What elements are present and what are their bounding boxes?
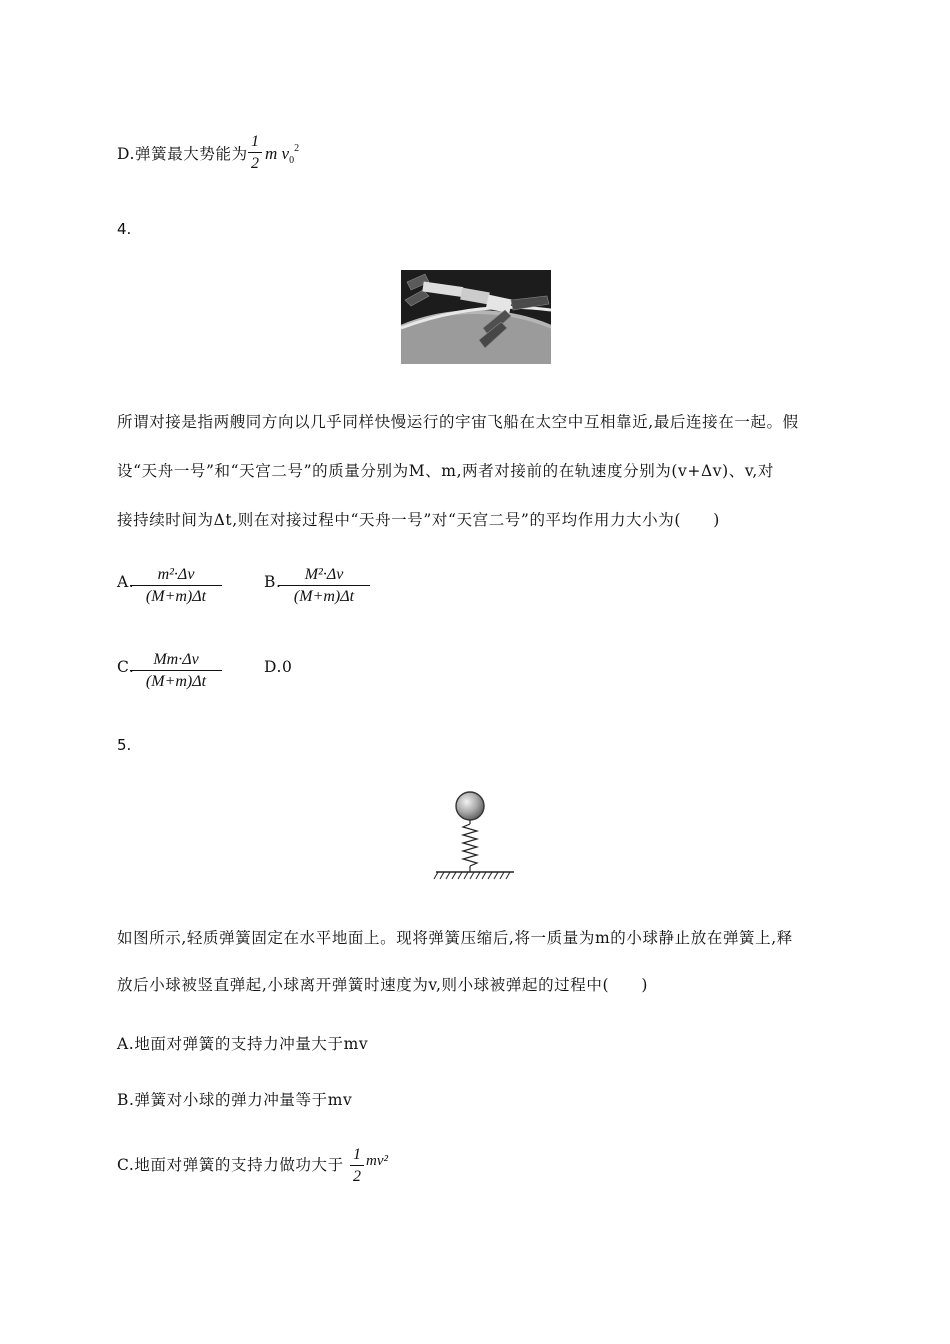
velocity-subscript: 0: [289, 155, 295, 166]
space-station-photo: [401, 270, 551, 364]
fraction-denominator: (M+m)Δt: [145, 588, 207, 605]
fraction-bar: [248, 152, 262, 153]
q5-option-b: B.弹簧对小球的弹力冲量等于mv: [117, 1091, 353, 1109]
q4-option-b-label: B.: [264, 573, 282, 591]
fraction-denominator: (M+m)Δt: [293, 588, 355, 605]
mass-symbol: m: [265, 144, 278, 163]
question-4-text-line-3: 接持续时间为Δt,则在对接过程中“天舟一号”对“天宫二号”的平均作用力大小为( ): [117, 511, 720, 529]
q5-option-c-prefix: C.地面对弹簧的支持力做功大于: [117, 1156, 344, 1174]
fraction-denominator: (M+m)Δt: [145, 673, 207, 690]
q4-option-d: D.0: [264, 658, 293, 676]
fraction-numerator: Mm·Δv: [153, 651, 199, 668]
q5-option-a: A.地面对弹簧的支持力冲量大于mv: [117, 1035, 369, 1053]
question-5-number: 5.: [117, 736, 132, 754]
fraction-numerator: m²·Δv: [157, 566, 195, 583]
fraction-bar: [130, 670, 222, 671]
spring-ball-diagram: [430, 784, 520, 884]
q4-option-a-label: A.: [117, 573, 135, 591]
q3-option-d-expr: [265, 143, 299, 166]
fraction-denominator: 2: [353, 1168, 361, 1185]
question-5-text-line-2: 放后小球被竖直弹起,小球离开弹簧时速度为v,则小球被弹起的过程中( ): [117, 976, 648, 994]
fraction-numerator: M²·Δv: [304, 566, 344, 583]
fraction-denominator: 2: [251, 155, 259, 172]
q5-option-c-suffix: mv²: [366, 1153, 388, 1169]
fraction-bar: [130, 585, 222, 586]
q3-option-d-prefix: D.弹簧最大势能为: [117, 145, 248, 163]
question-4-number: 4.: [117, 220, 132, 238]
fraction-numerator: 1: [353, 1146, 361, 1163]
question-4-text-line-2: 设“天舟一号”和“天宫二号”的质量分别为M、m,两者对接前的在轨速度分别为(v+Δv)、v,对: [117, 462, 775, 480]
q4-option-a-fraction: [130, 565, 222, 606]
q5-option-c-fraction: [350, 1145, 364, 1186]
question-5-text-line-1: 如图所示,轻质弹簧固定在水平地面上。现将弹簧压缩后,将一质量为m的小球静止放在弹簧上,释: [117, 929, 793, 947]
fraction-bar: [350, 1165, 364, 1166]
velocity-superscript: 2: [294, 143, 300, 154]
q3-option-d-fraction: [248, 132, 262, 173]
fraction-numerator: 1: [251, 133, 259, 150]
q3-option-d: [117, 142, 248, 164]
fraction-bar: [278, 585, 370, 586]
velocity-symbol: v: [281, 144, 290, 163]
q4-option-b-fraction: [278, 565, 370, 606]
question-4-text-line-1: 所谓对接是指两艘同方向以几乎同样快慢运行的宇宙飞船在太空中互相靠近,最后连接在一起。假: [117, 413, 799, 431]
q4-option-c-label: C.: [117, 658, 135, 676]
q4-option-c-fraction: [130, 650, 222, 691]
